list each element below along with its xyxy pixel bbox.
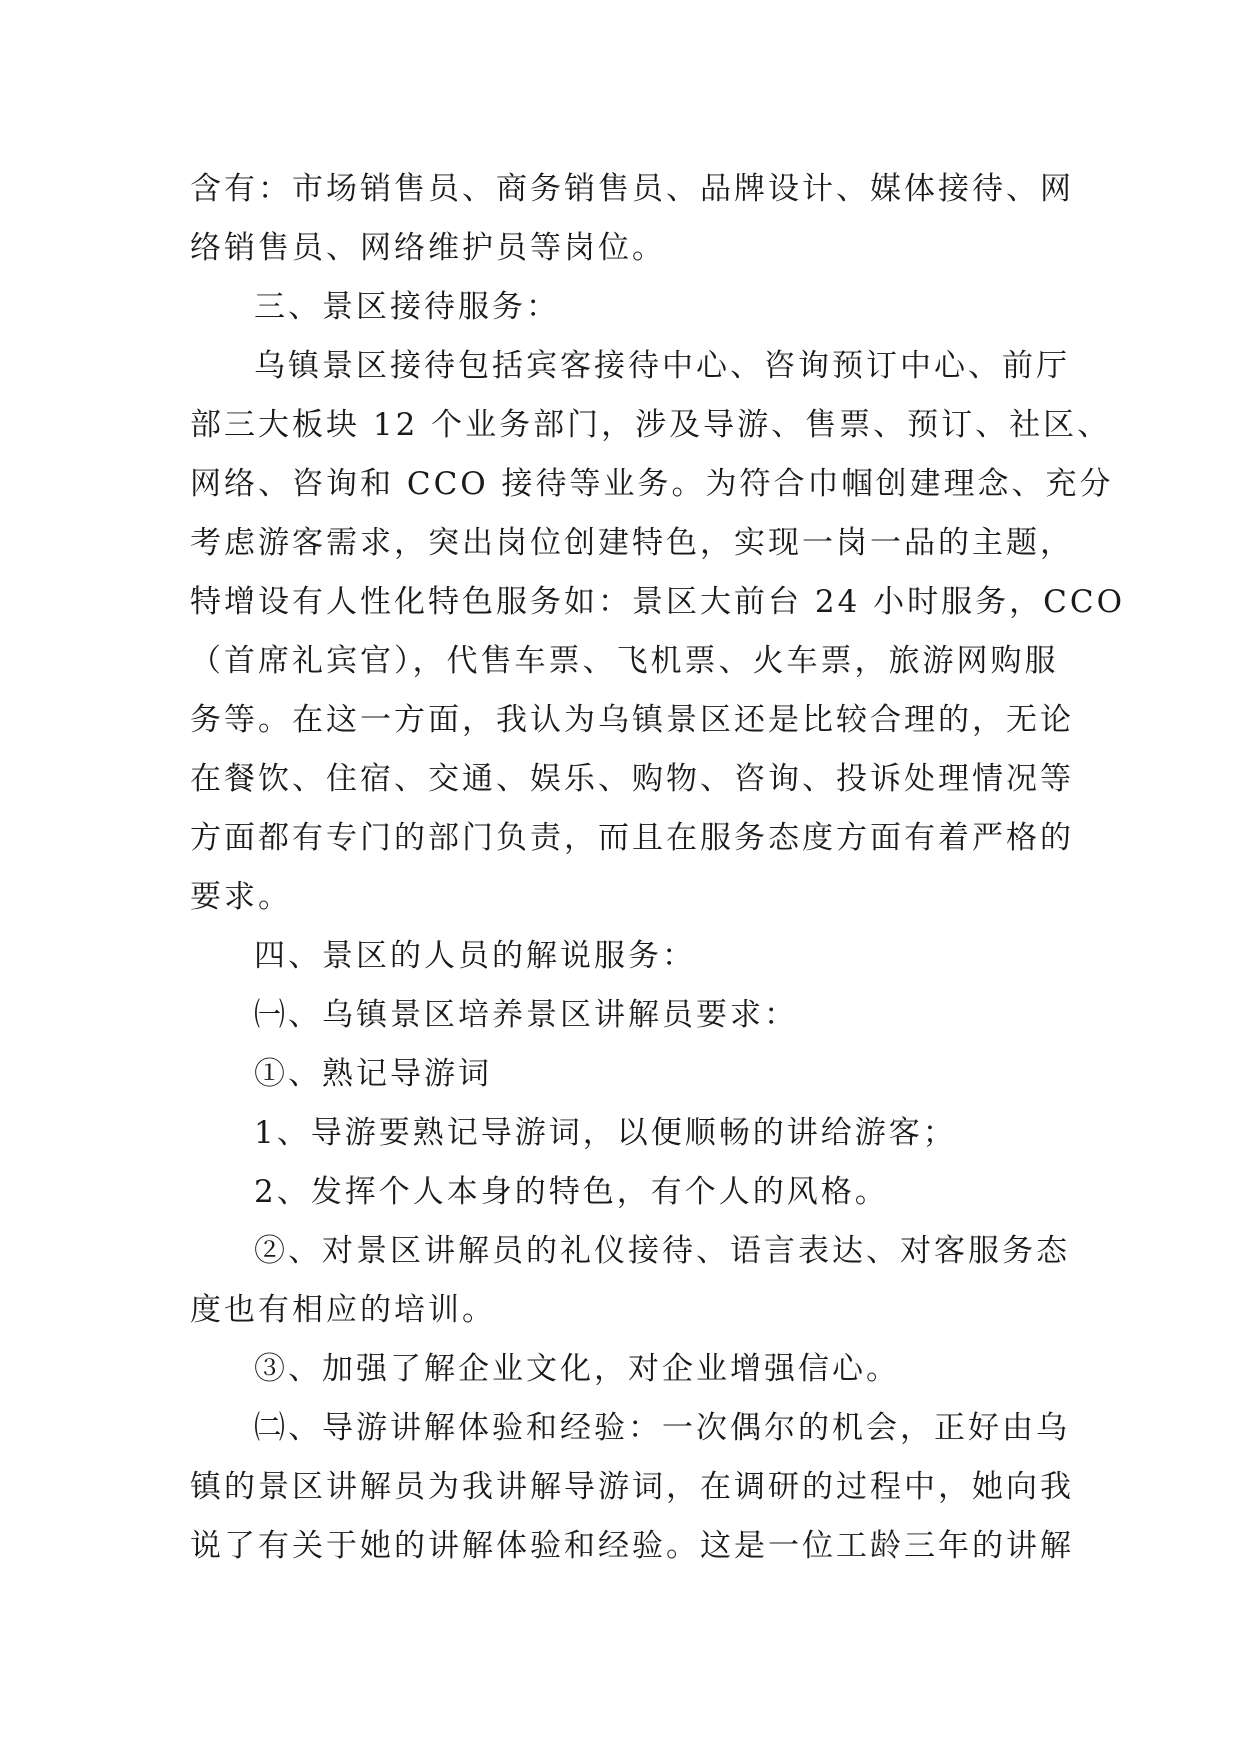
text-line: 含有：市场销售员、商务销售员、品牌设计、媒体接待、网	[190, 171, 1074, 207]
text-line: 络销售员、网络维护员等岗位。	[190, 230, 666, 266]
text-line: 说了有关于她的讲解体验和经验。这是一位工龄三年的讲解	[190, 1528, 1074, 1564]
list-item: 1、导游要熟记导游词，以便顺畅的讲给游客；	[254, 1115, 957, 1151]
text-line: 网络、咨询和 CCO 接待等业务。为符合巾帼创建理念、充分	[190, 466, 1114, 502]
list-item: ③、加强了解企业文化，对企业增强信心。	[254, 1351, 900, 1387]
text-line: 镇的景区讲解员为我讲解导游词，在调研的过程中，她向我	[190, 1469, 1074, 1505]
section-heading: 四、景区的人员的解说服务：	[254, 938, 696, 974]
text-line: 度也有相应的培训。	[190, 1292, 496, 1328]
text-line: 乌镇景区接待包括宾客接待中心、咨询预订中心、前厅	[254, 348, 1070, 384]
section-heading: 三、景区接待服务：	[254, 289, 560, 325]
text-line: 要求。	[190, 879, 292, 915]
subsection-heading: ㈡、导游讲解体验和经验：一次偶尔的机会，正好由乌	[254, 1410, 1070, 1446]
text-line: 方面都有专门的部门负责，而且在服务态度方面有着严格的	[190, 820, 1074, 856]
text-line: 考虑游客需求，突出岗位创建特色，实现一岗一品的主题，	[190, 525, 1074, 561]
list-item: ②、对景区讲解员的礼仪接待、语言表达、对客服务态	[254, 1233, 1070, 1269]
subsection-heading: ㈠、乌镇景区培养景区讲解员要求：	[254, 997, 798, 1033]
text-line: 部三大板块 12 个业务部门，涉及导游、售票、预订、社区、	[190, 407, 1112, 443]
text-line: 在餐饮、住宿、交通、娱乐、购物、咨询、投诉处理情况等	[190, 761, 1074, 797]
list-item: ①、熟记导游词	[254, 1056, 492, 1092]
text-line: （首席礼宾官），代售车票、飞机票、火车票，旅游网购服	[190, 643, 1059, 679]
list-item: 2、发挥个人本身的特色，有个人的风格。	[254, 1174, 889, 1210]
text-line: 务等。在这一方面，我认为乌镇景区还是比较合理的，无论	[190, 702, 1074, 738]
text-line: 特增设有人性化特色服务如：景区大前台 24 小时服务，CCO	[190, 584, 1126, 620]
body-text	[190, 160, 1126, 1576]
